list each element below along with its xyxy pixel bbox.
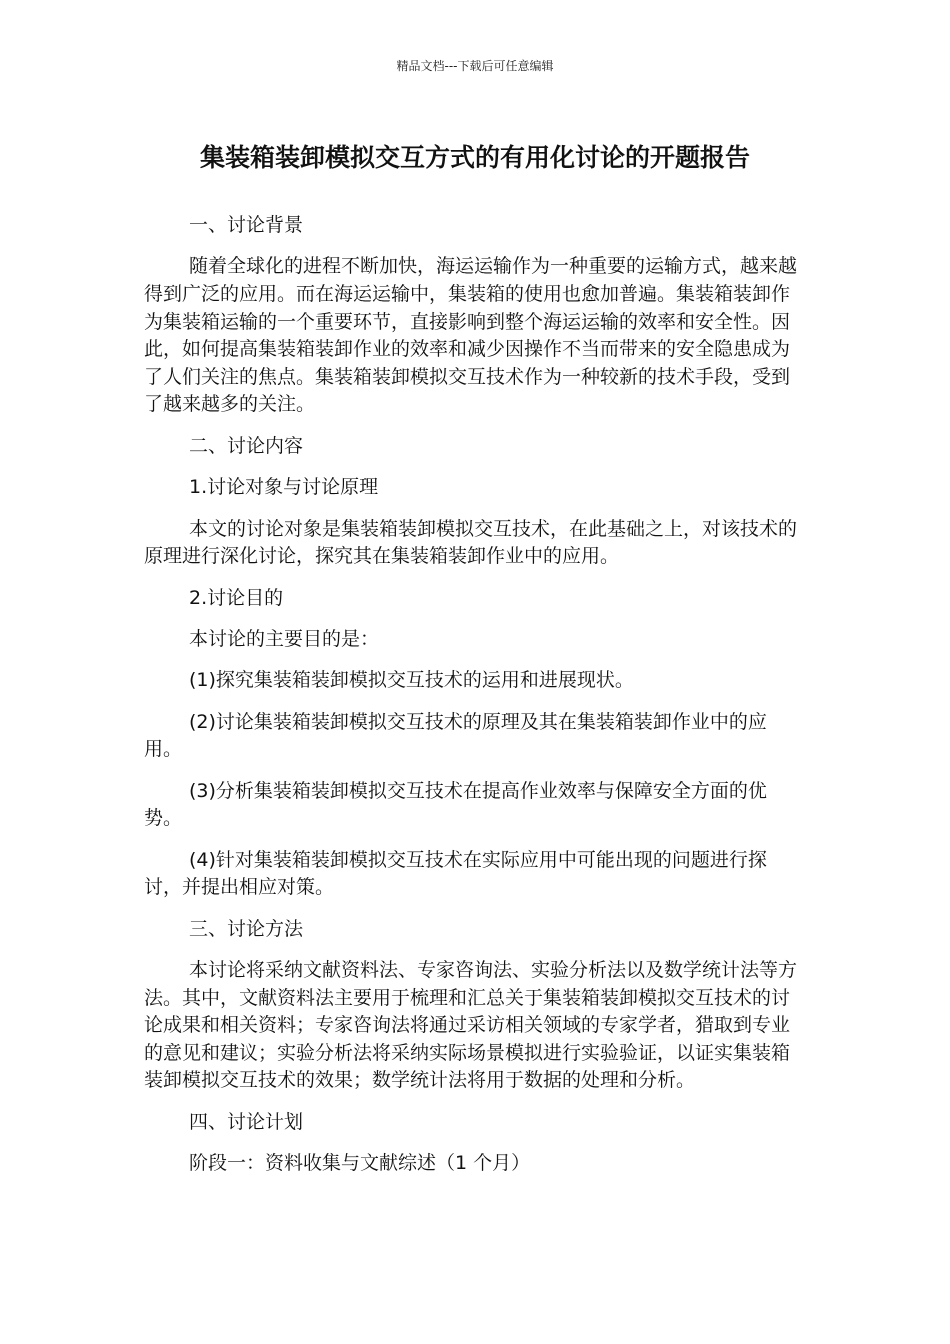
section-heading-method: 三、讨论方法 <box>189 917 304 940</box>
paragraph-background: 随着全球化的进程不断加快，海运运输作为一种重要的运输方式，越来越得到广泛的应用。而在海运运输中，集装箱的使用也愈加普遍。集装箱装卸作为集装箱运输的一个重要环节，直接影响到整个海运运输的效率和安全性。因此，如何提高集装箱装卸作业的效率和减少因操作不当而带来的安全隐患成为了人们关注的焦点。集装箱装卸模拟交互技术作为一种较新的技术手段，受到了越来越多的关注。 <box>144 255 798 416</box>
plan-stage-1: 阶段一：资料收集与文献综述（1 个月） <box>189 1152 531 1175</box>
purpose-item-1: (1)探究集装箱装卸模拟交互技术的运用和进展现状。 <box>189 669 634 692</box>
document-title: 集装箱装卸模拟交互方式的有用化讨论的开题报告 <box>199 143 750 172</box>
section-heading-content: 二、讨论内容 <box>189 434 304 457</box>
purpose-item-3: (3)分析集装箱装卸模拟交互技术在提高作业效率与保障安全方面的优势。 <box>144 779 767 830</box>
purpose-item-2: (2)讨论集装箱装卸模拟交互技术的原理及其在集装箱装卸作业中的应用。 <box>144 710 767 761</box>
section-heading-background: 一、讨论背景 <box>189 214 304 236</box>
header-note: 精品文档---下载后可任意编辑 <box>396 59 554 73</box>
subheading-object-principle: 1.讨论对象与讨论原理 <box>189 476 379 499</box>
subheading-purpose: 2.讨论目的 <box>189 586 284 609</box>
paragraph-object: 本文的讨论对象是集装箱装卸模拟交互技术，在此基础之上，对该技术的原理进行深化讨论，探究其在集装箱装卸作业中的应用。 <box>144 517 798 568</box>
document-body <box>144 212 804 1192</box>
paragraph-method: 本讨论将采纳文献资料法、专家咨询法、实验分析法以及数学统计法等方法。其中，文献资料法主要用于梳理和汇总关于集装箱装卸模拟交互技术的讨论成果和相关资料；专家咨询法将通过采访相关领域的专家学者，猎取到专业的意见和建议；实验分析法将采纳实际场景模拟进行实验验证，以证实集装箱装卸模拟交互技术的效果；数学统计法将用于数据的处理和分析。 <box>144 959 798 1092</box>
section-heading-plan: 四、讨论计划 <box>189 1110 304 1133</box>
purpose-item-4: (4)针对集装箱装卸模拟交互技术在实际应用中可能出现的问题进行探讨，并提出相应对策。 <box>144 848 767 899</box>
paragraph-purpose-intro: 本讨论的主要目的是： <box>189 627 380 650</box>
